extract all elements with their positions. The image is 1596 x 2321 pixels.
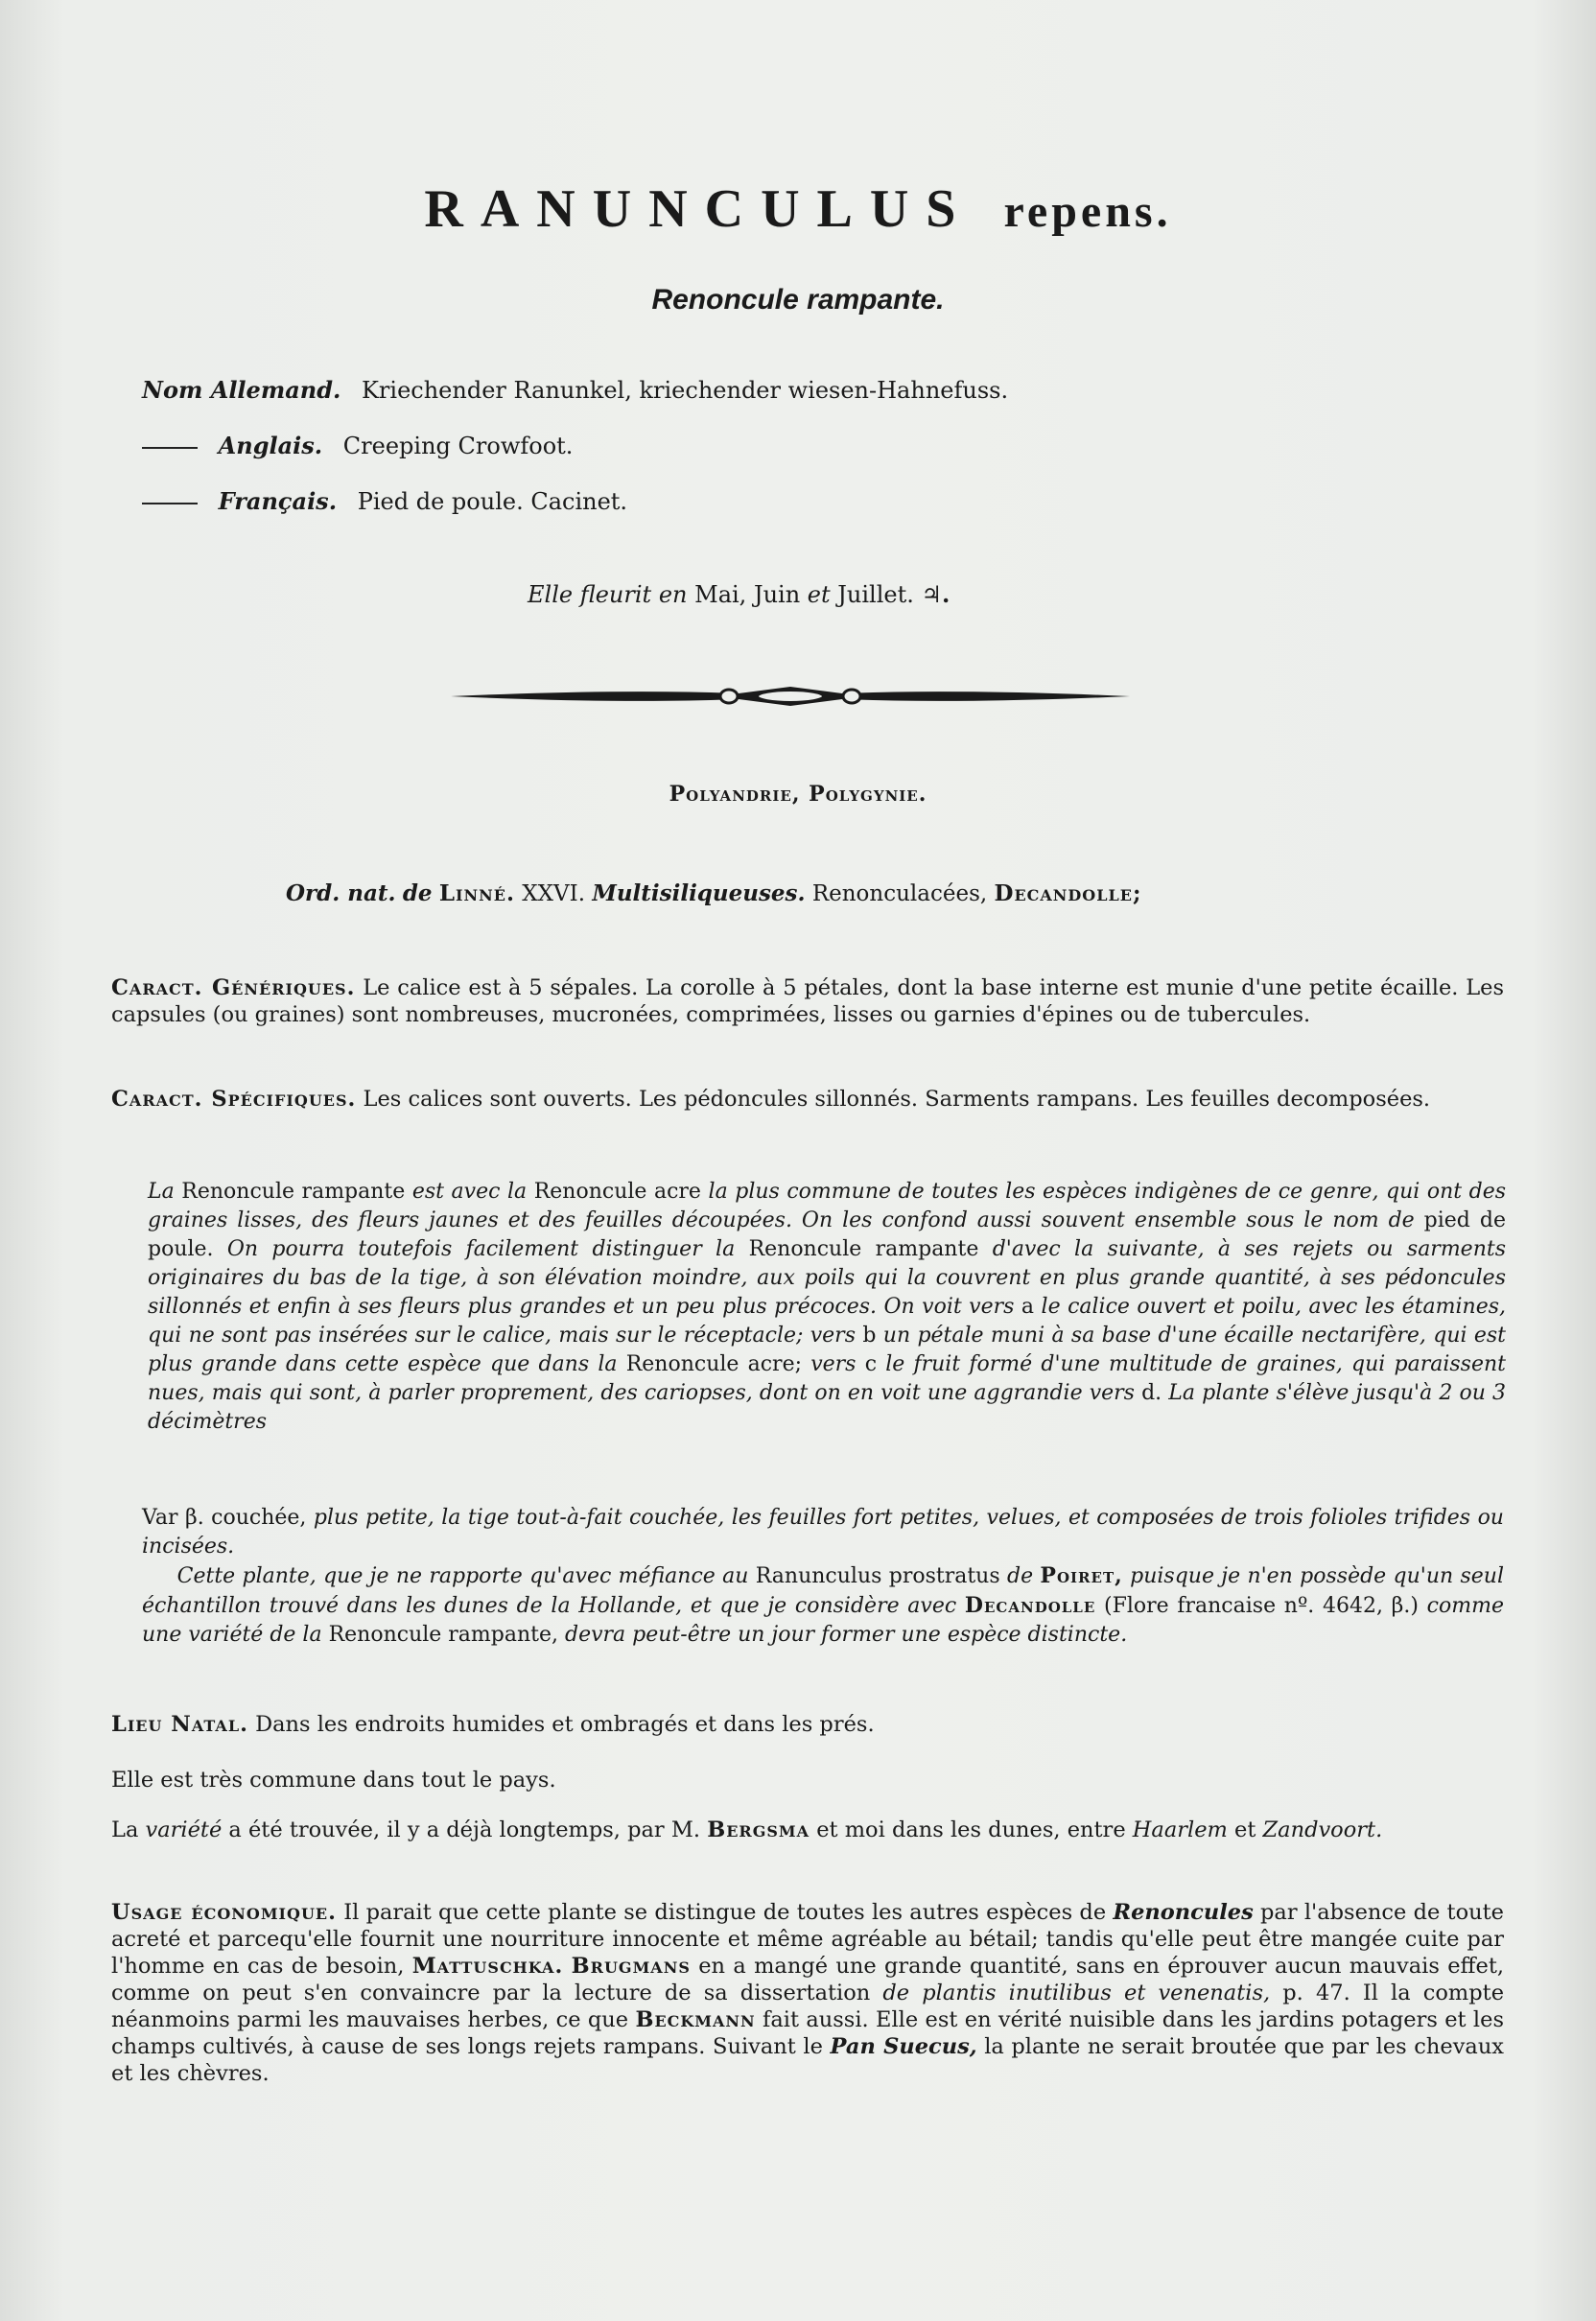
variety-found [111, 1817, 1504, 1843]
obs-text: On pourra toutefois facilement distinguer la [226, 1237, 736, 1261]
figure-letter: d. [1141, 1381, 1162, 1405]
section-label: Lieu Natal. [111, 1712, 248, 1737]
var-species: Renoncule rampante, [328, 1623, 558, 1647]
var-text: puisque je n'en possède qu'un seul échantillon trouvé dans les dunes de la Hollande, et que je considère avec [142, 1564, 1505, 1618]
person-beckmann: Beckmann [635, 2007, 756, 2032]
person-bergsma: Bergsma [707, 1817, 810, 1842]
flowering-text: Elle fleurit [528, 581, 652, 608]
person-mattuschka: Mattuschka. [411, 1954, 564, 1979]
label-allemand: Nom Allemand. [142, 376, 341, 404]
obs-species: Renoncule acre; [625, 1352, 803, 1376]
generic-characters [111, 974, 1504, 1028]
dash-divider [142, 503, 198, 504]
found-text: variété [145, 1817, 223, 1842]
common-names [142, 376, 1008, 543]
figure-letter: b [862, 1324, 877, 1348]
section-label: Caract. Génériques. [111, 975, 356, 1000]
var-name: couchée, [211, 1506, 307, 1530]
obs-text: La [148, 1180, 175, 1204]
obs-text: la plus commune de toutes les espèces indigènes de ce genre, qui ont des graines lisses, des fleurs jaunes et des feuilles découpées. On les confond aussi souvent ensemble sous le nom de [148, 1180, 1507, 1232]
var-letter: β. [184, 1506, 204, 1530]
var-text: Cette plante, que je ne rapporte qu'avec méfiance au [176, 1564, 749, 1588]
obs-common: pied de poule. [148, 1208, 1506, 1261]
perennial-symbol: ♃. [921, 580, 951, 608]
obs-text: La plante s'élève jusqu'à 2 ou 3 décimètres [148, 1381, 1506, 1434]
author-decandolle: Decandolle; [994, 880, 1142, 906]
found-text: La [111, 1817, 139, 1842]
value-francais: Pied de poule. Cacinet. [357, 488, 628, 515]
var-reference: (Flore francaise nº. 4642, β.) [1104, 1594, 1419, 1618]
usage-text: en a mangé une grande quantité, sans en éprouver aucun mauvais effet, comme on peut s'en convaincre par la lecture de sa dissertation [111, 1954, 1505, 2005]
obs-species: Renoncule rampante [748, 1237, 979, 1261]
place-zandvoort: Zandvoort. [1262, 1817, 1383, 1842]
specific-characters [111, 1086, 1504, 1113]
flowering-period [528, 580, 950, 608]
section-text: Dans les endroits humides et ombragés et dans les prés. [255, 1712, 875, 1737]
order-label: Ord. nat. [286, 880, 396, 906]
section-text: Les calices sont ouverts. Les pédoncules sillonnés. Sarments rampans. Les feuilles decomposées. [363, 1087, 1431, 1112]
flowering-months: Mai, Juin [694, 581, 801, 608]
var-species: Ranunculus prostratus [755, 1564, 1000, 1588]
linnaean-class: Polyandrie, Polygynie. [669, 782, 927, 807]
usage-text: fait aussi. Elle est en vérité nuisible dans les jardins potagers et les champs cultivés, à cause de ses longs rejets rampans. Suivant le [111, 2007, 1504, 2059]
var-text: de [1006, 1564, 1034, 1588]
section-label: Caract. Spécifiques. [111, 1087, 357, 1112]
frequency-note: Elle est très commune dans tout le pays. [111, 1768, 556, 1793]
flowering-text: et [807, 581, 831, 608]
found-text: a été trouvée, il y a déjà longtemps, par M. [228, 1817, 701, 1842]
species-name: repens. [1003, 186, 1172, 237]
observation-paragraph [148, 1178, 1506, 1437]
usage-text: Il parait que cette plante se distingue de toutes les autres espèces de [343, 1900, 1107, 1925]
var-label: Var [142, 1506, 178, 1530]
obs-text: le calice ouvert et poilu, avec les étamines, qui ne sont pas insérées sur le calice, mais sur le réceptacle; vers [148, 1295, 1506, 1348]
obs-text: le fruit formé d'une multitude de graines, qui paraissent nues, mais qui sont, à parler proprement, des cariopses, dont on en voit une aggrandie vers [148, 1352, 1506, 1405]
name-row-allemand [142, 376, 1008, 432]
author-linne: Linné. [438, 880, 515, 906]
section-text: Le calice est à 5 sépales. La corolle à 5 pétales, dont la base interne est munie d'une petite écaille. Les capsules (ou graines) sont nombreuses, mucronées, comprimées, lisses ou garnies d'épines ou de tubercules. [111, 975, 1504, 1027]
usage-text: p. 47. Il la compte néanmoins parmi les mauvaises herbes, ce que [111, 1981, 1505, 2032]
found-text: et moi dans les dunes, entre [816, 1817, 1126, 1842]
flowering-text: en [658, 581, 688, 608]
economic-use [111, 1899, 1504, 2087]
var-text: devra peut-être un jour former une espèce distincte. [565, 1623, 1128, 1647]
usage-text: la plante ne serait broutée que par les chevaux et les chèvres. [111, 2034, 1504, 2086]
genus-name: RANUNCULUS [424, 179, 974, 239]
order-text: de [402, 880, 433, 906]
order-name: Multisiliqueuses. [592, 880, 806, 906]
value-anglais: Creeping Crowfoot. [342, 433, 574, 459]
person-brugmans: Brugmans [571, 1954, 691, 1979]
dash-divider [142, 447, 198, 449]
var-text: plus petite, la tige tout-à-fait couchée, les feuilles fort petites, velues, et composées de trois folioles trifides ou incisées. [142, 1506, 1504, 1559]
obs-species: Renoncule rampante [181, 1180, 406, 1204]
usage-dissertation: de plantis inutilibus et venenatis, [882, 1981, 1271, 2005]
obs-text: un pétale muni à sa base d'une écaille nectarifère, qui est plus grande dans cette espèce que dans la [148, 1324, 1507, 1376]
family-name: Renonculacées, [811, 881, 988, 906]
usage-genus: Renoncules [1113, 1900, 1254, 1925]
name-row-anglais [142, 432, 1008, 487]
value-allemand: Kriechender Ranunkel, kriechender wiesen-Hahnefuss. [362, 377, 1009, 404]
order-number: XXVI. [522, 881, 586, 906]
author-poiret: Poiret, [1040, 1563, 1123, 1588]
label-anglais: Anglais. [218, 432, 323, 459]
natural-order [286, 880, 1141, 906]
flowering-months: Juillet. [837, 581, 914, 608]
figure-letter: c [864, 1352, 878, 1376]
name-row-francais [142, 487, 1008, 543]
obs-species: Renoncule acre [533, 1180, 701, 1204]
french-name: Renoncule rampante. [651, 284, 945, 316]
section-label: Usage économique. [111, 1900, 337, 1925]
place-haarlem: Haarlem [1132, 1817, 1228, 1842]
author-decandolle: Decandolle [964, 1593, 1096, 1618]
native-place [111, 1711, 1504, 1738]
obs-text: d'avec la suivante, à ses rejets ou sarments originaires du bas de la tige, à son élévation moindre, aux poils qui la couvrent en plus grande quantité, à ses pédoncules sillonnés et enfin à ses fleurs plus grandes et un peu plus précoces. On voit vers [148, 1237, 1507, 1319]
figure-letter: a [1021, 1295, 1035, 1319]
obs-text: vers [810, 1352, 857, 1376]
page-title [0, 178, 1596, 240]
found-text: et [1234, 1817, 1256, 1842]
label-francais: Français. [218, 487, 338, 515]
usage-text: par l'absence de toute acreté et parcequ'elle fournit une nourriture innocente et même agréable au bétail; tandis qu'elle peut être mangée cuite par l'homme en cas de besoin, [111, 1900, 1504, 1979]
ornament-divider [451, 677, 1130, 715]
variety-paragraph [142, 1504, 1504, 1650]
var-text: comme une variété de la [142, 1594, 1504, 1647]
usage-reference: Pan Suecus, [830, 2034, 977, 2059]
obs-text: est avec la [411, 1180, 528, 1204]
